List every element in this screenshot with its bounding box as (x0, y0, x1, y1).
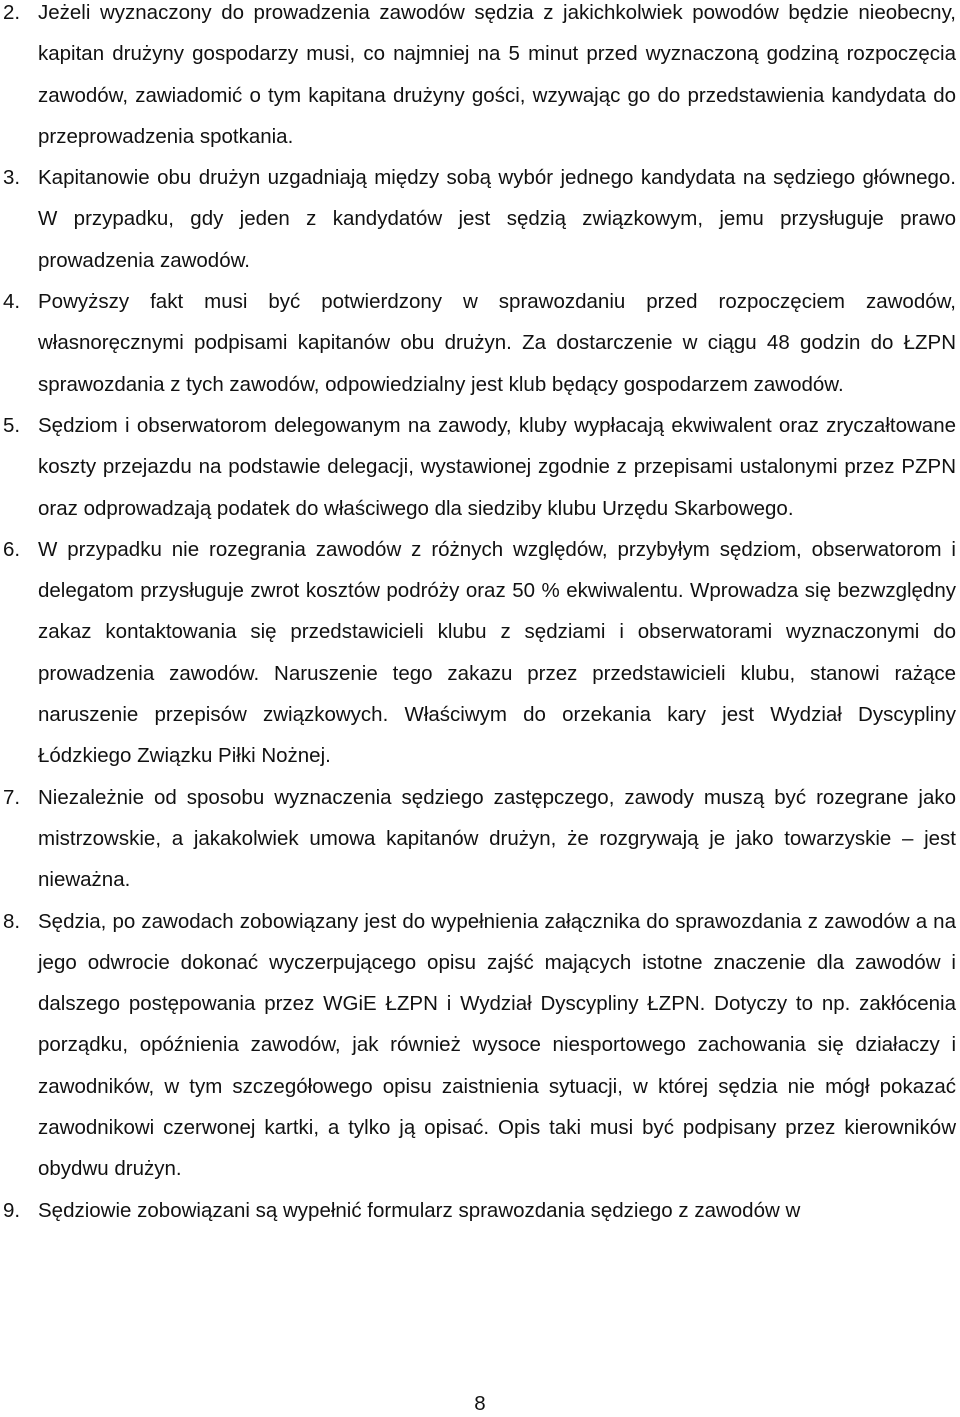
item-number: 5. (3, 413, 21, 437)
item-text: Niezależnie od sposobu wyznaczenia sędziego zastępczego, zawody muszą być rozegrane jako mistrzowskie, a jakakolwiek umowa kapitanów drużyn, że rozgrywają je jako towarzyskie – jest nieważna. (38, 785, 956, 892)
list-item (0, 0, 956, 157)
item-text: Sędziom i obserwatorom delegowanym na zawody, kluby wypłacają ekwiwalent oraz zryczałtowane koszty przejazdu na podstawie delegacji, wystawionej zgodnie z przepisami ustalonymi przez PZPN oraz odprowadzają podatek do właściwego dla siedziby klubu Urzędu Skarbowego. (38, 413, 956, 520)
list-item (0, 901, 956, 1190)
item-number: 7. (3, 785, 21, 809)
list-item (0, 281, 956, 405)
item-text: Jeżeli wyznaczony do prowadzenia zawodów sędzia z jakichkolwiek powodów będzie nieobecny, kapitan drużyny gospodarzy musi, co najmniej na 5 minut przed wyznaczoną godziną rozpoczęcia zawodów, zawiadomić o tym kapitana drużyny gości, wzywając go do przedstawienia kandydata do przeprowadzenia spotkania. (38, 1, 956, 148)
item-number: 3. (3, 166, 21, 190)
item-text: Powyższy fakt musi być potwierdzony w sprawozdaniu przed rozpoczęciem zawodów, własnoręcznymi podpisami kapitanów obu drużyn. Za dostarczenie w ciągu 48 godzin do ŁZPN sprawozdania z tych zawodów, odpowiedzialny jest klub będący gospodarzem zawodów. (38, 290, 956, 396)
item-text: Kapitanowie obu drużyn uzgadniają między sobą wybór jednego kandydata na sędziego głównego. W przypadku, gdy jeden z kandydatów jest sędzią związkowym, jemu przysługuje prawo prowadzenia zawodów. (38, 166, 956, 272)
item-number: 9. (3, 1198, 21, 1222)
list-item (0, 777, 956, 901)
item-number: 8. (3, 909, 21, 933)
list-item (0, 529, 956, 777)
list-item (0, 1190, 956, 1231)
item-text: Sędzia, po zawodach zobowiązany jest do wypełnienia załącznika do sprawozdania z zawodów a na jego odwrocie dokonać wyczerpującego opisu zajść mających istotne znaczenie dla zawodów i dalszego postępowania przez WGiE ŁZPN i Wydział Dyscypliny ŁZPN. Dotyczy to np. zakłócenia porządku, opóźnienia zawodów, jak również wysoce niesportowego zachowania się działaczy i zawodników, w tym szczegółowego opisu zaistnienia sytuacji, w której sędzia nie mógł pokazać zawodnikowi czerwonej kartki, a tylko ją opisać. Opis taki musi być podpisany przez kierowników obydwu drużyn. (38, 909, 956, 1181)
list-item (0, 405, 956, 529)
item-text: Sędziowie zobowiązani są wypełnić formularz sprawozdania sędziego z zawodów w (38, 1198, 801, 1222)
item-number: 4. (3, 290, 21, 314)
item-number: 2. (3, 1, 21, 24)
item-text: W przypadku nie rozegrania zawodów z różnych względów, przybyłym sędziom, obserwatorom i delegatom przysługuje zwrot kosztów podróży oraz 50 % ekwiwalentu. Wprowadza się bezwzględny zakaz kontaktowania się przedstawicieli klubu z sędziami i obserwatorami wyznaczonymi do prowadzenia zawodów. Naruszenie tego zakazu przez przedstawicieli klubu, stanowi rażące naruszenie przepisów związkowych. Właściwym do orzekania kary jest Wydział Dyscypliny Łódzkiego Związku Piłki Nożnej. (38, 537, 956, 768)
list-item (0, 157, 956, 281)
page-number: 8 (474, 1392, 486, 1415)
item-number: 6. (3, 537, 21, 561)
